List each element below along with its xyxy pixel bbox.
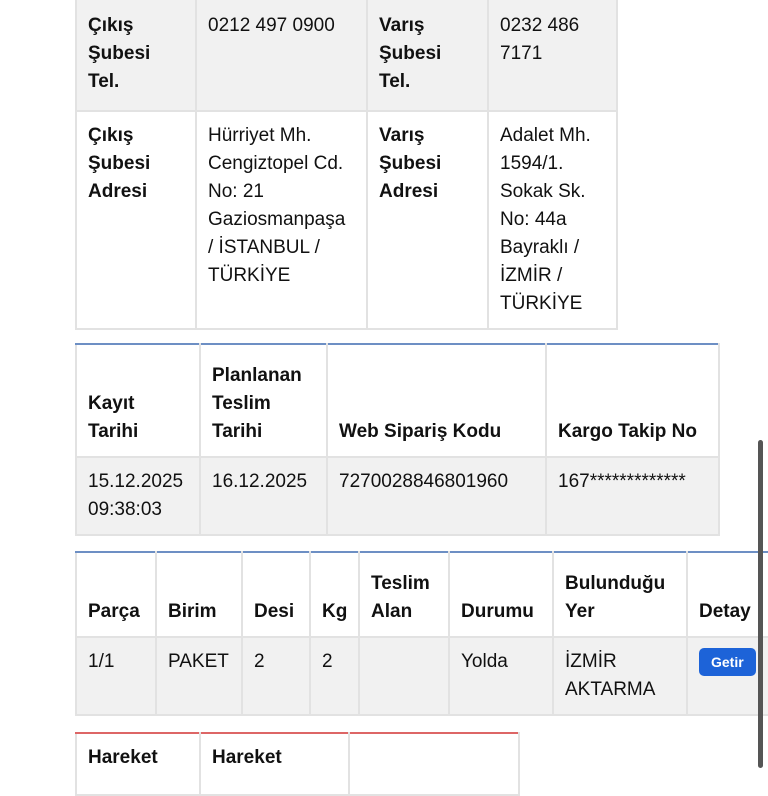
durumu: Yolda [449, 637, 553, 715]
movements-table [75, 732, 520, 796]
arrival-address: Adalet Mh. 1594/1. Sokak Sk. No: 44a Bayraklı / İZMİR / TÜRKİYE [488, 111, 617, 329]
arrival-address-label: Varış Şubesi Adresi [367, 111, 488, 329]
arrival-tel: 0232 486 7171 [488, 0, 617, 111]
branch-info-table [75, 0, 618, 330]
table-header-row [76, 552, 768, 637]
kayit-tarihi: 15.12.2025 09:38:03 [76, 457, 200, 535]
header-planlanan-teslim: Planlanan Teslim Tarihi [200, 344, 327, 457]
header-kayit-tarihi: Kayıt Tarihi [76, 344, 200, 457]
table-row [76, 0, 617, 111]
header-detay: Detay [687, 552, 768, 637]
header-desi: Desi [242, 552, 310, 637]
kargo-takip-no: 167************* [546, 457, 719, 535]
header-hareket-2: Hareket [200, 733, 349, 795]
departure-address: Hürriyet Mh. Cengiztopel Cd. No: 21 Gaziosmanpaşa / İSTANBUL / TÜRKİYE [196, 111, 367, 329]
header-web-siparis: Web Sipariş Kodu [327, 344, 546, 457]
parts-table [75, 551, 768, 716]
header-parca: Parça [76, 552, 156, 637]
header-birim: Birim [156, 552, 242, 637]
departure-address-label: Çıkış Şubesi Adresi [76, 111, 196, 329]
arrival-tel-label: Varış Şubesi Tel. [367, 0, 488, 111]
web-siparis-kodu: 7270028846801960 [327, 457, 546, 535]
header-hareket-1: Hareket [76, 733, 200, 795]
kg: 2 [310, 637, 359, 715]
planlanan-teslim: 16.12.2025 [200, 457, 327, 535]
departure-tel-label: Çıkış Şubesi Tel. [76, 0, 196, 111]
table-header-row [76, 344, 719, 457]
header-kg: Kg [310, 552, 359, 637]
header-empty [349, 733, 519, 795]
bulundugu-yer: İZMİR AKTARMA [553, 637, 687, 715]
teslim-alan [359, 637, 449, 715]
table-header-row [76, 733, 519, 795]
parca: 1/1 [76, 637, 156, 715]
table-row [76, 637, 768, 715]
departure-tel: 0212 497 0900 [196, 0, 367, 111]
header-bulundugu-yer: Bulunduğu Yer [553, 552, 687, 637]
desi: 2 [242, 637, 310, 715]
birim: PAKET [156, 637, 242, 715]
shipment-table [75, 343, 720, 536]
detay-cell [687, 637, 768, 715]
header-durumu: Durumu [449, 552, 553, 637]
header-kargo-takip: Kargo Takip No [546, 344, 719, 457]
table-row [76, 457, 719, 535]
header-teslim-alan: Teslim Alan [359, 552, 449, 637]
table-row [76, 111, 617, 329]
getir-button[interactable]: Getir [699, 648, 756, 676]
scrollbar[interactable] [758, 440, 763, 768]
